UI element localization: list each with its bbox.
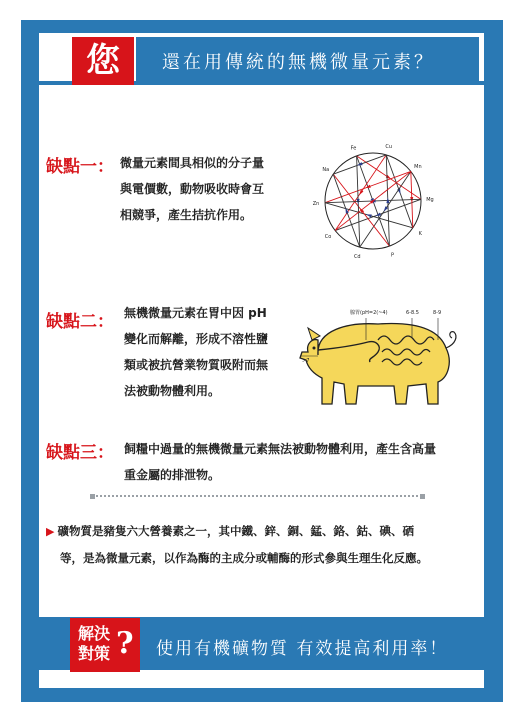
- element-label-zn: Zn: [312, 200, 320, 207]
- mouth-ph-label: >7: [302, 358, 310, 364]
- element-label-fe: Fe: [350, 145, 357, 152]
- defect-1-line: 與電價數，動物吸收時會互: [120, 182, 265, 196]
- defect-1-line: 相競爭，產生拮抗作用。: [120, 208, 253, 222]
- defect-3-label: 缺點三：: [46, 443, 114, 463]
- defect-3-text: [124, 436, 436, 488]
- stomach-ph-label: 腺胃(pH=2(~4): [350, 310, 388, 316]
- note-line-2: 等，是為微量元素，以作為酶的主成分或輔酶的形式參與生理生化反應。: [60, 551, 428, 565]
- element-label-mn: Mn: [414, 163, 422, 170]
- defect-2-text: [124, 300, 268, 404]
- divider-end-left: [90, 494, 95, 499]
- antagonism-arrowhead: [357, 162, 363, 165]
- mineral-antagonism-diagram: [308, 138, 438, 263]
- solution-label-line1: 解決: [78, 624, 111, 643]
- defect-1-line: 微量元素間具相似的分子量: [120, 156, 265, 170]
- element-label-cu: Cu: [385, 144, 393, 151]
- element-label-p: P: [390, 252, 395, 259]
- defect-2-line: 無機微量元素在胃中因 pH: [124, 306, 267, 320]
- element-label-na: Na: [322, 167, 330, 174]
- divider-end-right: [420, 494, 425, 499]
- element-label-cd: Cd: [353, 253, 361, 260]
- trace-mineral-note: [46, 518, 476, 571]
- defect-1-text: [120, 150, 264, 228]
- antagonism-arrowhead: [384, 206, 388, 211]
- solution-label-line2: 對策: [78, 644, 111, 663]
- small-intestine-ph-label: 6-8.5: [406, 310, 419, 316]
- element-label-k: K: [418, 230, 422, 237]
- footer-strip: [39, 670, 484, 688]
- pig-digestive-illustration: [298, 300, 463, 410]
- header-ni-badge: 您: [72, 37, 134, 85]
- element-label-co: Co: [324, 234, 332, 241]
- note-line-1-text: 礦物質是豬隻六大營養素之一，其中鐵、鋅、銅、錳、鉻、鈷、碘、硒: [57, 524, 414, 538]
- dotted-divider: [92, 495, 422, 497]
- solution-label: [78, 624, 110, 664]
- antagonism-arrowhead: [375, 213, 381, 216]
- defect-1-label: 缺點一：: [46, 157, 114, 177]
- large-intestine-ph-label: 8-9: [433, 310, 442, 316]
- solution-message: 使用有機礦物質 有效提高利用率！: [156, 639, 449, 659]
- element-label-mg: Mg: [426, 197, 434, 204]
- note-line-1: [46, 518, 476, 545]
- page-title: 還在用傳統的無機微量元素？: [162, 52, 435, 73]
- defect-2-label: 缺點二：: [46, 312, 114, 332]
- defect-3-line: 飼糧中過量的無機微量元素無法被動物體利用，產生含高量: [124, 442, 437, 456]
- solution-question-mark: ?: [116, 626, 134, 661]
- defect-2-line: 變化而解離，形成不溶性鹽: [124, 332, 269, 346]
- defect-3-line: 重金屬的排泄物。: [124, 468, 221, 482]
- defect-2-line: 法被動物體利用。: [124, 384, 221, 398]
- defect-2-line: 類或被抗營業物質吸附而無: [124, 358, 269, 372]
- triangle-bullet-icon: ▶: [46, 525, 55, 538]
